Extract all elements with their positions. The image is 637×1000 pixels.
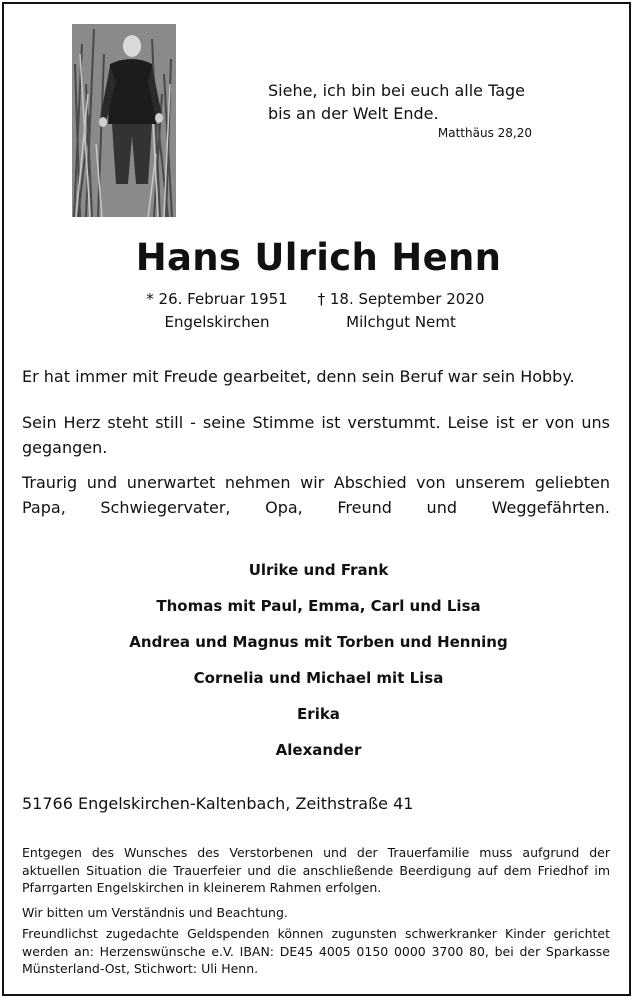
paragraph-work: Er hat immer mit Freude gearbeitet, denn sein Beruf war sein Hobby. [22,367,575,386]
family-member: Thomas mit Paul, Emma, Carl und Lisa [156,597,481,615]
family-address: 51766 Engelskirchen-Kaltenbach, Zeithstraße 41 [22,794,414,813]
understanding-note: Wir bitten um Verständnis und Beachtung. [22,905,288,920]
bible-quote [268,79,538,140]
birth-place: Engelskirchen [164,313,270,331]
family-member: Ulrike und Frank [248,561,389,579]
quote-line-1: Siehe, ich bin bei euch alle Tage [268,81,525,100]
family-member: Cornelia und Michael mit Lisa [193,669,444,687]
quote-reference: Matthäus 28,20 [437,126,532,140]
portrait-photo [72,24,176,217]
death-date: † 18. September 2020 [317,290,485,308]
donation-note: Freundlichst zugedachte Geldspenden können zugunsten schwerkranker Kinder gerichtet werden an: Herzenswünsche e.V. IBAN: DE45 4005 0150 0000 3700 80, bei der Sparkasse Münsterland-Ost, Stichwort: Uli Henn. [22,926,610,976]
paragraph-heart: Sein Herz steht still - seine Stimme ist verstummt. Leise ist er von uns gegangen. [22,413,610,457]
birth-info [132,288,302,334]
death-place: Milchgut Nemt [346,313,456,331]
family-member: Andrea und Magnus mit Torben und Henning [129,633,508,651]
death-info [316,288,486,334]
deceased-name: Hans Ulrich Henn [135,236,502,279]
family-list [0,558,637,774]
family-member: Alexander [275,741,362,759]
birth-date: * 26. Februar 1951 [146,290,288,308]
family-member: Erika [297,705,340,723]
funeral-note: Entgegen des Wunsches des Verstorbenen und der Trauerfamilie muss aufgrund der aktuellen Situation die Trauerfeier und die anschließende Beerdigung auf dem Friedhof im Pfarrgarten Engelskirchen in kleinerem Rahmen erfolgen. [22,845,610,895]
quote-line-2: bis an der Welt Ende. [268,104,439,123]
paragraph-farewell: Traurig und unerwartet nehmen wir Abschied von unserem geliebten Papa, Schwiegervater, Opa, Freund und Weggefährten. [22,473,610,517]
